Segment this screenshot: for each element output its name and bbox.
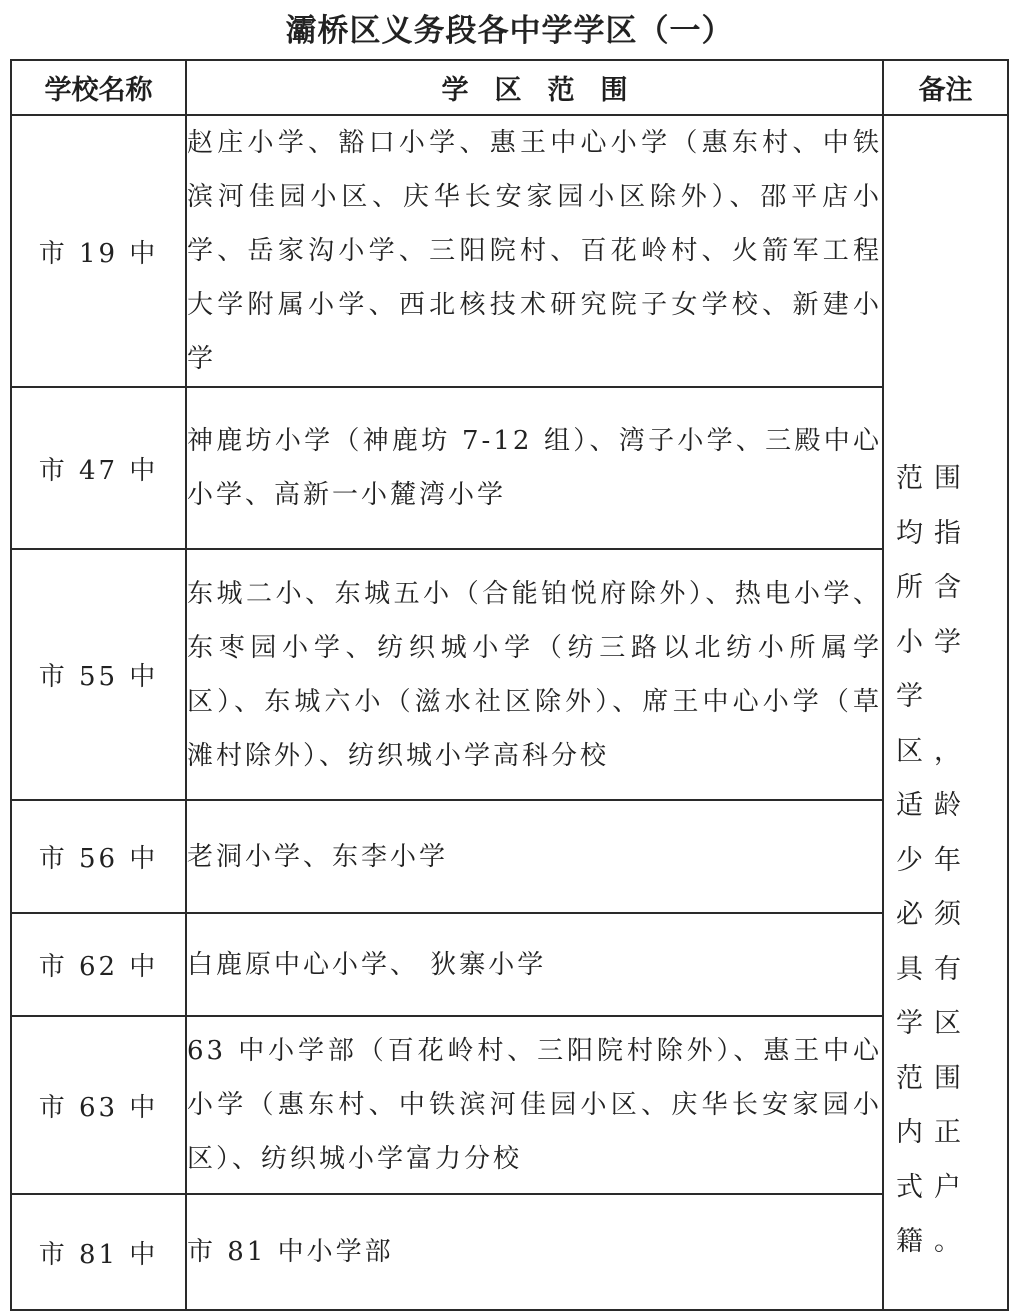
school-name-cell: 市 56 中 [11,800,186,913]
table-row [11,549,1008,800]
school-name-cell: 市 62 中 [11,913,186,1016]
school-name-cell: 市 55 中 [11,549,186,800]
school-name-cell: 市 63 中 [11,1016,186,1194]
district-scope-cell: 神鹿坊小学（神鹿坊 7-12 组）、湾子小学、三殿中心小学、高新一小麓湾小学 [186,387,883,549]
school-name-cell: 市 81 中 [11,1194,186,1310]
note-text: 范围均指所含小学学区，适龄少年必须具有学区范围内正式户籍。 [896,463,972,1257]
table-row [11,1194,1008,1310]
table-row [11,913,1008,1016]
note-cell [883,115,1008,1310]
table-row [11,115,1008,387]
district-scope-cell: 东城二小、东城五小（合能铂悦府除外）、热电小学、东枣园小学、纺织城小学（纺三路以北纺小所属学区）、东城六小（滋水社区除外）、席王中心小学（草滩村除外）、纺织城小学高科分校 [186,549,883,800]
district-scope-cell: 63 中小学部（百花岭村、三阳院村除外）、惠王中心小学（惠东村、中铁滨河佳园小区、庆华长安家园小区）、纺织城小学富力分校 [186,1016,883,1194]
table-header-row [11,60,1008,115]
district-scope-cell: 老洞小学、东李小学 [186,800,883,913]
header-district-scope: 学区范围 [186,60,883,115]
school-name-cell: 市 19 中 [11,115,186,387]
page-title: 灞桥区义务段各中学学区（一） [285,13,734,49]
district-scope-cell: 市 81 中小学部 [186,1194,883,1310]
district-scope-cell: 白鹿原中心小学、 狄寨小学 [186,913,883,1016]
header-note: 备注 [883,60,1008,115]
school-name-cell: 市 47 中 [11,387,186,549]
table-row [11,387,1008,549]
school-district-table [10,59,1009,1311]
district-scope-cell: 赵庄小学、豁口小学、惠王中心小学（惠东村、中铁滨河佳园小区、庆华长安家园小区除外）、邵平店小学、岳家沟小学、三阳院村、百花岭村、火箭军工程大学附属小学、西北核技术研究院子女学校、新建小学 [186,115,883,387]
table-row [11,800,1008,913]
table-row [11,1016,1008,1194]
header-school-name: 学校名称 [11,60,186,115]
